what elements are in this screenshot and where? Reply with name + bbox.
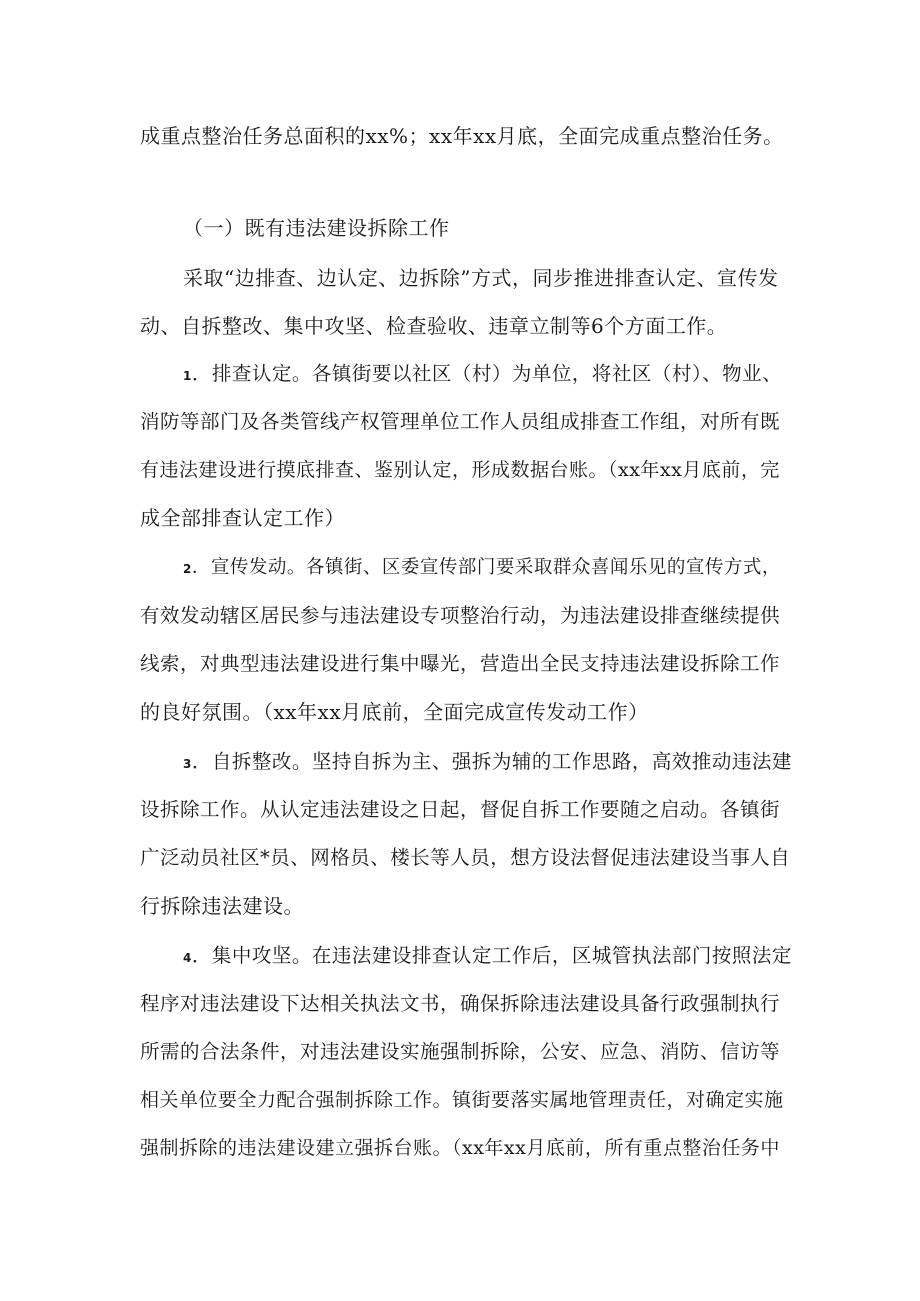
item-2-line: 有效发动辖区居民参与违法建设专项整治行动，为违法建设排查继续提供 <box>140 604 781 627</box>
item-4-first-line: 4．集中攻坚。在违法建设排查认定工作后，区城管执法部门按照法定 <box>183 944 792 967</box>
item-number: 1 <box>183 369 192 383</box>
intro-line: 采取“边排查、边认定、边拆除”方式，同步推进排查认定、宣传发 <box>183 266 779 290</box>
item-1-first-line: 1．排查认定。各镇街要以社区（村）为单位，将社区（村）、物业、 <box>183 362 783 385</box>
continuation-line: 成重点整治任务总面积的xx%；xx年xx月底，全面完成重点整治任务。 <box>140 124 784 148</box>
item-3-line: 设拆除工作。从认定违法建设之日起，督促自拆工作要随之启动。各镇街 <box>140 798 781 821</box>
intro-line: 动、自拆整改、集中攻坚、检查验收、违章立制等6个方面工作。 <box>140 314 728 338</box>
item-4-line: 所需的合法条件，对违法建设实施强制拆除，公安、应急、消防、信访等 <box>140 1040 781 1063</box>
item-3-line: 行拆除违法建设。 <box>140 894 304 918</box>
item-4-line: 强制拆除的违法建设建立强拆台账。（xx年xx月底前，所有重点整治任务中 <box>140 1137 780 1159</box>
item-4-line: 程序对违法建设下达相关执法文书，确保拆除违法建设具备行政强制执行 <box>140 992 781 1015</box>
item-number: 2 <box>183 562 192 576</box>
item-4-line: 相关单位要全力配合强制拆除工作。镇街要落实属地管理责任，对确定实施 <box>140 1089 784 1111</box>
item-1-line: 成全部排查认定工作） <box>140 506 345 530</box>
item-3-first-line: 3．自拆整改。坚持自拆为主、强拆为辅的工作思路，高效推动违法建 <box>183 750 792 773</box>
item-2-line: 的良好氛围。（xx年xx月底前，全面完成宣传发动工作） <box>140 700 649 724</box>
item-1-line: 有违法建设进行摸底排查、鉴别认定，形成数据台账。（xx年xx月底前，完 <box>140 459 780 481</box>
item-3-line: 广泛动员社区*员、网格员、楼长等人员，想方设法督促违法建设当事人自 <box>140 846 791 869</box>
item-1-line: 消防等部门及各类管线产权管理单位工作人员组成排查工作组，对所有既 <box>140 410 781 433</box>
item-number: 4 <box>183 951 192 965</box>
item-2-first-line: 2．宣传发动。各镇街、区委宣传部门要采取群众喜闻乐见的宣传方式， <box>183 557 781 578</box>
item-number: 3 <box>183 757 192 771</box>
section-heading: （一）既有违法建设拆除工作 <box>183 216 450 240</box>
item-2-line: 线索，对典型违法建设进行集中曝光，营造出全民支持违法建设拆除工作 <box>140 652 781 675</box>
